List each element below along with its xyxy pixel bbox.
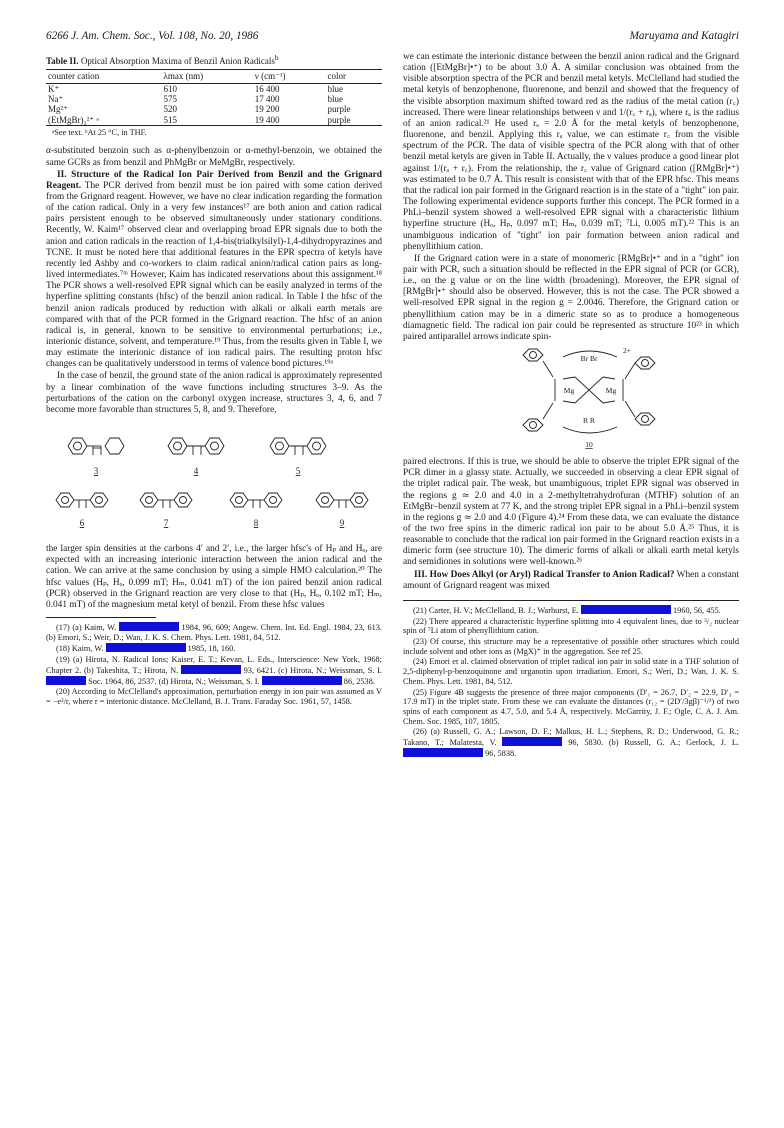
header-right: Maruyama and Katagiri: [629, 30, 739, 42]
redaction: [502, 737, 562, 746]
table-row: Na⁺ 575 17 400 blue: [48, 93, 343, 104]
footnote: (18) Kaim, W. 1985, 18, 160.: [56, 644, 236, 654]
col-header: counter cation: [46, 70, 162, 83]
running-header: [46, 30, 739, 42]
footnote: (25) Figure 4B suggests the presence of three major components (D′₁ = 26.7, D′₂ = 22.9, D′₃ = 17.9 mT) in the triplet state. From these we can evaluate the distances (r₁₂ = (2D′/3gβ)⁻¹/³) of two spins of each component as 4.7, 5.0, and 5.4 Å, respectively. McGarrity, J. F.; Ogle, C. A. J. Am. Chem. Soc. 1985, 107, 1805.: [403, 687, 739, 726]
footnotes-left: [46, 622, 382, 707]
svg-text:R R: R R: [583, 416, 595, 426]
svg-text:Br Br: Br Br: [580, 354, 598, 364]
body-paragraph: II. Structure of the Radical Ion Pair Derived from Benzil and the Grignard Reagent. The PCR derived from benzil must be ion paired with some cation derived from the Grignard reagent. However, we have no clear indication regarding the formation of the cation radical. Only in a very few instances¹⁷ are both anion and cation radical pairs persistent enough to be observed simultaneously under stationary conditions. Recently, W. Kaim¹⁷ observed clear and overlapping broad EPR signals due to both the anion and cation radicals in the reaction of 1,4-bis(trialkylsilyl)-1,4-dihydropyrazines and TCNE. It must be noted here that additional features in the EPR spectra of ketyls have recently led Ashby and co-workers to claim radical anion/radical cation pairs as long-lived intermediates.⁷ᵐ However, Kaim has indicated reservations about this assignment.¹⁸ The PCR shows a well-resolved EPR signal which can be easily analyzed in terms of the hyperfine splitting constants (hfsc) of the benzil anion radical. In Table I the hfsc of the benzil anion radicals produced by reduction with alkali or alkali earth metals are compared with that of the PCR formed in the Grignard reaction. The hfsc of an anion radical is, in general, known to be sensitive to environmental perturbations; i.e., interionic distance, solvent, and temperature.¹⁹ Thus, from the results given in Table I, we may estimate the interionic distance of ion radical pairs. The resulting proton hfsc changes can be qualitatively understood in terms of valence bond pictures.¹⁹ᵃ: [46, 169, 382, 370]
body-paragraph: we can estimate the interionic distance between the benzil anion radical and the Grignard cation ([EtMgBr]•⁺) to be about 3.0 Å. A similar conclusion was obtained from the visible absorption spectra of the PCR and benzil metal ketyls. McClelland had studied the metal ketyls of benzophenone, fluorenone, and benzil and showed that the frequency of the visible absorption maximum shifted toward red as the radius of the metal cation (r꜀) increased. There were linear relationships between ν and 1/(r꜀ + rₐ), where rₐ is the radius of an anion radical.²¹ He used rₐ = 2.0 Å for the metal ketyls of benzophenone, fluorenone, and benzil. Applying this rₐ value, we can estimate r꜀ from the visible spectrum of the PCR. The data of visible spectra of the PCR along with that of other benzil metal ketyls are given in Table II. Actually, the ν values produce a good linear plot against 1/(rₐ + r꜀). From the relationship, the r꜀ value of Grignard cation ([RMgBr]•⁺) was estimated to be 0.7 Å. This result is consistent with that of the EPR hfsc. This means that the radical ion pair formed in the Grignard reaction is in the state of a "tight" ion pair. The following experimental evidence supports further this concept. The PCR formed in a PhLi–benzil system showed a well-resolved EPR signal with a characteristic lithium hyperfine structure (Hₒ, Hₚ, 0.097 mT; Hₘ, 0.039 mT; ⁷Li, 0.005 mT).²² This is an unambiguous indication of "tight" ion pair formation between anion radical and phenyllithium cation.: [403, 52, 739, 252]
redaction: [46, 676, 86, 685]
structure-drawings: [46, 422, 382, 540]
col-header: ν (cm⁻¹): [253, 70, 326, 83]
body-paragraph: paired electrons. If this is true, we should be able to observe the triplet EPR signal of the PCR dimer in a glassy state. Actually, we succeeded in observing a clear EPR signal of the triplet radical pair. The weak, but unambiguous, triplet EPR signal was observed in the regions g ≃ 2.0 and 4.0 in a 2-methyltetrahydrofuran (MTHF) solution of an EtMgBr–benzil system at 77 K, and the strong triplet EPR signal in a PhLi–benzil system in the regions g ≃ 2.0 and 4.0 (Figure 4).²⁴ From these data, we can evaluate the distance of the two free spins in the dimeric radical ion pair to be about 5.0 Å.²⁵ Thus, it is reasonable to conclude that the radical ion pair formed in the Grignard reaction exists in a dimeric form (see structure 10). The dimeric forms of alkali or alkali earth metal ketyls and semidiones in solutions were well-known.²⁶: [403, 457, 739, 568]
structure-label: 8: [253, 518, 259, 529]
resonance-structures: [46, 422, 382, 540]
svg-text:Mg: Mg: [563, 386, 575, 396]
body-paragraph: α-substituted benzoin such as α-phenylbenzoin or α-methyl-benzoin, we obtained the same GCRs as from benzil and PhMgBr or MeMgBr, respectively.: [46, 146, 382, 168]
footnote: (20) According to McClelland's approximation, perturbation energy in ion pair was assumed as V = −e²/r, where r = interionic distance. McClelland, B. J. Trans. Faraday Soc. 1961, 57, 1458.: [46, 687, 382, 706]
table-footnote: ᵃSee text. ᵇAt 25 °C, in THF.: [52, 128, 147, 138]
footnote: (19) (a) Hirota, N. Radical Ions; Kaiser, E. T.; Kevan, L. Eds., Interscience: New York, 1968; Chapter 2. (b) Takeshita, T.; Hirota, N. 93, 6421. (c) Hirota, N.; Weissman, S. I. Soc. 1964, 86, 2537. (d) Hirota, N.; Weissman, S. I. 86, 2538.: [46, 655, 382, 686]
footnote: (23) Of course, this structure may be a representative of possible other structures which could include solvent and other ions as (MgX)⁺ in the aggregation. See ref 25.: [403, 637, 739, 656]
left-column: [46, 52, 382, 707]
svg-text:2+: 2+: [623, 347, 631, 356]
table-caption: Table II. Optical Absorption Maxima of Benzil Anion Radicals$^b$: [46, 53, 279, 66]
structure-label: 3: [93, 466, 99, 477]
absorption-table: [46, 69, 382, 126]
col-header: color: [325, 70, 382, 83]
table-row: K⁺ 610 16 400 blue: [48, 83, 343, 94]
footnote-rule: [46, 617, 156, 618]
svg-text:Mg: Mg: [605, 386, 617, 396]
body-paragraph: III. How Does Alkyl (or Aryl) Radical Transfer to Anion Radical? When a constant amount of Grignard reagent was mixed: [403, 569, 739, 591]
structure-label: 7: [163, 518, 169, 529]
footnote: (24) Emori et al. claimed observation of triplet radical ion pair in solid state in a THF solution of 2,5-diphenyl-p-benzoquinone and organotin upon irradiation. Emori, S.; Weri, D.; Wan, J. K. S. Chem. Phys. Lett. 1981, 84, 512.: [403, 657, 739, 686]
structure-label: 5: [295, 466, 301, 477]
footnote: (22) There appeared a characteristic hyperfine splitting into 4 equivalent lines, due to ³/₂ nuclear spin of ⁷Li atom of phenyllithium cation.: [403, 616, 739, 636]
structure-label: 10: [585, 440, 593, 450]
footnote: (17) (a) Kaim, W. 1984, 96, 609; Angew. Chem. Int. Ed. Engl. 1984, 23, 613. (b) Emori, S.; Weir, D.; Wan, J. K. S. Chem. Phys. Lett. 1981, 84, 512.: [46, 623, 382, 642]
body-paragraph: the larger spin densities at the carbons 4′ and 2′, i.e., the larger hfsc's of Hₚ and Hₒ, are expected with an increasing interionic interaction between the anion radical and the cation. We can arrive at the same conclusion by using a simple HMO calculation.²⁰ The hfsc values (Hₚ, Hₒ, 0.099 mT; Hₘ, 0.041 mT) of the ion paired benzil anion radical (PCR) observed in the Grignard reaction are very close to that (Hₚ, Hₒ, 0.102 mT; Hₘ, 0.041 mT) of the magnesium metal ketyl of benzil. From these hfsc values: [46, 544, 382, 610]
section-heading: II. Structure of the Radical Ion Pair Derived from Benzil and the Grignard Reagent.: [46, 169, 382, 191]
redaction: [581, 605, 671, 614]
structure-label: 9: [339, 518, 345, 529]
footnote-rule: [403, 600, 739, 601]
redaction: [106, 643, 186, 652]
col-header: λmax (nm): [162, 70, 253, 83]
structure-10-drawing: [403, 347, 739, 451]
structure-label: 4: [193, 466, 199, 477]
structure-label: 6: [79, 518, 85, 529]
footnote: (21) Carter, H. V.; McClelland, B. J.; Warhurst, E. 1960, 56, 455.: [413, 605, 721, 615]
footnotes-right: [403, 605, 739, 759]
structure-10-figure: [403, 347, 739, 451]
table-row: (EtMgBr)₂²⁺ ᵃ 515 19 400 purple: [46, 115, 382, 126]
right-column: [403, 52, 739, 758]
section-heading: III. How Does Alkyl (or Aryl) Radical Transfer to Anion Radical?: [414, 569, 675, 580]
header-left: 6266 J. Am. Chem. Soc., Vol. 108, No. 20, 1986: [46, 30, 259, 42]
redaction: [403, 748, 483, 757]
redaction: [181, 665, 241, 674]
redaction: [262, 676, 342, 685]
body-paragraph: In the case of benzil, the ground state of the anion radical is approximately represented by a linear combination of the wave functions including structures 3–9. As the perturbations of the cation on the carbonyl oxygen increase, structures 3, 4, 6, and 7 become more favorable than structures 5, 8, and 9. Therefore,: [46, 371, 382, 415]
body-paragraph: If the Grignard cation were in a state of monomeric [RMgBr]•⁺ and in a "tight" ion pair with PCR, such a situation should be reflected in the EPR signal of PCR (or GCR), i.e., on the g value or on the line width (broadening). Moreover, the EPR signal of [RMgBr]•⁺ should also be observed. However, this is not the case. The PCR showed a well-resolved EPR signal in the region g = 2.0046. Therefore, the Grignard cation or phenyllithium cation may be in a dimeric state so as to produce a homogeneous diamagnetic field. The radical ion pair could be represented as structure 10²³ in which paired antiparallel arrows indicate spin-: [403, 253, 739, 342]
table-row: Mg²⁺ 520 19 200 purple: [48, 104, 351, 115]
footnote: (26) (a) Russell, G. A.; Lawson, D. F.; Malkus, H. L.; Stephens, R. D.; Underwood, G. R.; Takano, T.; Malatesta, V. 96, 5830. (b) Russell, G. A.; Gerlock, J. L. 96, 5838.: [403, 727, 739, 758]
redaction: [119, 622, 179, 631]
